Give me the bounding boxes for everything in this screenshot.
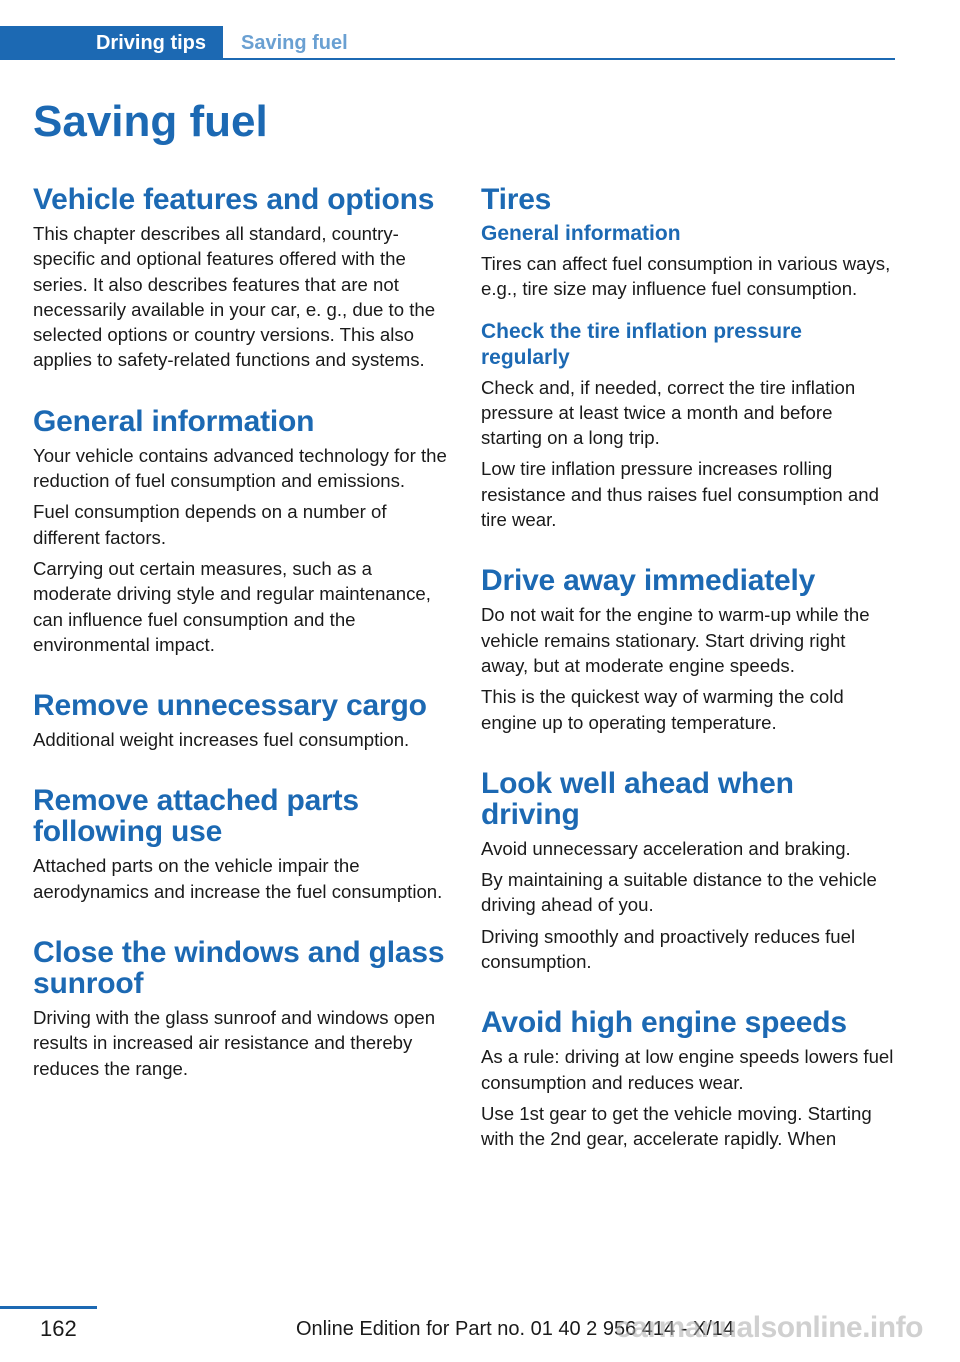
paragraph: Driving smoothly and proactively reduces fuel consumption.	[481, 925, 856, 973]
right-column	[481, 184, 895, 1152]
heading-look-ahead: Look well ahead when driving	[481, 766, 794, 831]
heading-drive-away: Drive away immediately	[481, 564, 816, 598]
paragraph: Driving with the glass sunroof and windows open results in increased air resistance and thereby reduces the range.	[33, 1007, 436, 1079]
heading-tires: Tires	[481, 183, 552, 216]
paragraph: Avoid unnecessary acceleration and braking.	[481, 837, 851, 859]
heading-general-information: General information	[33, 404, 315, 438]
paragraph: This is the quickest way of warming the cold engine up to operating temperature.	[481, 686, 844, 733]
subheading-tire-pressure: Check the tire inflation pressure regularly	[481, 319, 802, 369]
heading-remove-cargo: Remove unnecessary cargo	[33, 689, 427, 723]
heading-remove-attached-parts: Remove attached parts following use	[33, 784, 359, 849]
paragraph: Attached parts on the vehicle impair the aerodynamics and increase the fuel consumption.	[33, 855, 443, 902]
edition-note: Online Edition for Part no. 01 40 2 956 414 - X/14	[296, 1318, 735, 1340]
heading-vehicle-features: Vehicle features and options	[33, 183, 435, 216]
paragraph: Use 1st gear to get the vehicle moving. Starting with the 2nd gear, accelerate rapidly. When	[481, 1102, 872, 1150]
paragraph: Fuel consumption depends on a number of different factors.	[33, 501, 387, 548]
paragraph: Additional weight increases fuel consumption.	[33, 729, 410, 751]
paragraph: Low tire inflation pressure increases rolling resistance and thus raises fuel consumption and tire wear.	[481, 458, 879, 531]
paragraph: Do not wait for the engine to warm-up while the vehicle remains stationary. Start driving right away, but at moderate engine speeds.	[481, 604, 870, 676]
heading-close-windows: Close the windows and glass sunroof	[33, 936, 445, 1001]
paragraph: Your vehicle contains advanced technology for the reduction of fuel consumption and emissions.	[33, 444, 447, 492]
left-column	[33, 184, 448, 1081]
paragraph: Tires can affect fuel consumption in various ways, e.g., tire size may influence fuel consumption.	[481, 253, 891, 300]
page-number: 162	[40, 1316, 77, 1341]
paragraph: By maintaining a suitable distance to the vehicle driving ahead of you.	[481, 869, 877, 916]
subheading-tires-general: General information	[481, 222, 681, 245]
heading-avoid-high-speeds: Avoid high engine speeds	[481, 1006, 847, 1040]
watermark: carmanualsonline.info	[615, 1311, 923, 1344]
paragraph: Carrying out certain measures, such as a moderate driving style and regular maintenance, can influence fuel consumption and the environmental impact.	[33, 557, 431, 655]
page-header	[0, 26, 895, 60]
paragraph: This chapter describes all standard, country-specific and optional features offered with the series. It also describes features that are not necessarily available in your car, e. g., due to the selected options or country versions. This also applies to safety-related functions and systems.	[33, 223, 436, 371]
header-section-label: Saving fuel	[241, 32, 348, 54]
header-rule	[223, 58, 895, 60]
page-title: Saving fuel	[33, 97, 268, 146]
paragraph: As a rule: driving at low engine speeds lowers fuel consumption and reduces wear.	[481, 1046, 894, 1093]
footer-rule	[0, 1306, 97, 1309]
header-chapter-tab: Driving tips	[0, 26, 223, 60]
paragraph: Check and, if needed, correct the tire inflation pressure at least twice a month and before starting on a long trip.	[481, 376, 856, 449]
